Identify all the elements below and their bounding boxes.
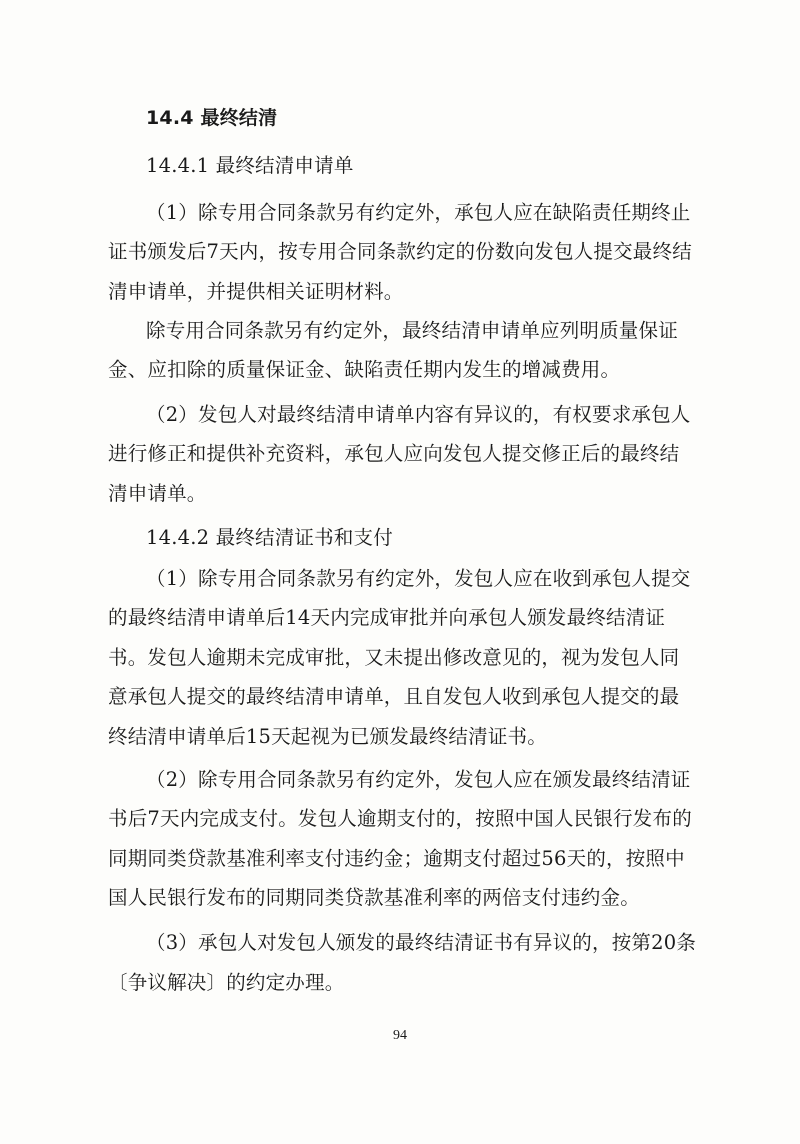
paragraph-line: 的最终结清申请单后14天内完成审批并向承包人颁发最终结清证	[108, 606, 666, 629]
paragraph-line: 同期同类贷款基准利率支付违约金；逾期支付超过56天的，按照中	[108, 847, 685, 870]
paragraph-line: 书。发包人逾期未完成审批，又未提出修改意见的，视为发包人同	[108, 646, 680, 669]
paragraph-line: 证书颁发后7天内，按专用合同条款约定的份数向发包人提交最终结	[108, 240, 692, 263]
paragraph-line: 清申请单，并提供相关证明材料。	[108, 280, 404, 303]
paragraph-line: （2）发包人对最终结清申请单内容有异议的，有权要求承包人	[146, 403, 691, 426]
paragraph-line: 终结清申请单后15天起视为已颁发最终结清证书。	[108, 725, 547, 748]
paragraph-line: 除专用合同条款另有约定外，最终结清申请单应列明质量保证	[146, 319, 678, 342]
paragraph-line: 清申请单。	[108, 482, 207, 505]
paragraph-line: 〔争议解决〕的约定办理。	[108, 971, 345, 994]
paragraph-line: （1）除专用合同条款另有约定外，承包人应在缺陷责任期终止	[146, 201, 691, 224]
paragraph-line: 书后7天内完成支付。发包人逾期支付的，按照中国人民银行发布的	[108, 807, 692, 830]
paragraph-line: 金、应扣除的质量保证金、缺陷责任期内发生的增减费用。	[108, 358, 621, 381]
paragraph-line: 意承包人提交的最终结清申请单，且自发包人收到承包人提交的最	[108, 685, 680, 708]
subsection-heading-14-4-1: 14.4.1 最终结清申请单	[146, 154, 354, 177]
paragraph-line: 国人民银行发布的同期同类贷款基准利率的两倍支付违约金。	[108, 886, 640, 909]
paragraph-line: 进行修正和提供补充资料，承包人应向发包人提交修正后的最终结	[108, 442, 680, 465]
paragraph-line: （3）承包人对发包人颁发的最终结清证书有异议的，按第20条	[146, 931, 697, 954]
page-number: 94	[393, 1028, 407, 1043]
subsection-heading-14-4-2: 14.4.2 最终结清证书和支付	[146, 526, 393, 549]
section-heading: 14.4 最终结清	[146, 107, 278, 129]
paragraph-line: （2）除专用合同条款另有约定外，发包人应在颁发最终结清证	[146, 768, 691, 791]
paragraph-line: （1）除专用合同条款另有约定外，发包人应在收到承包人提交	[146, 567, 691, 590]
